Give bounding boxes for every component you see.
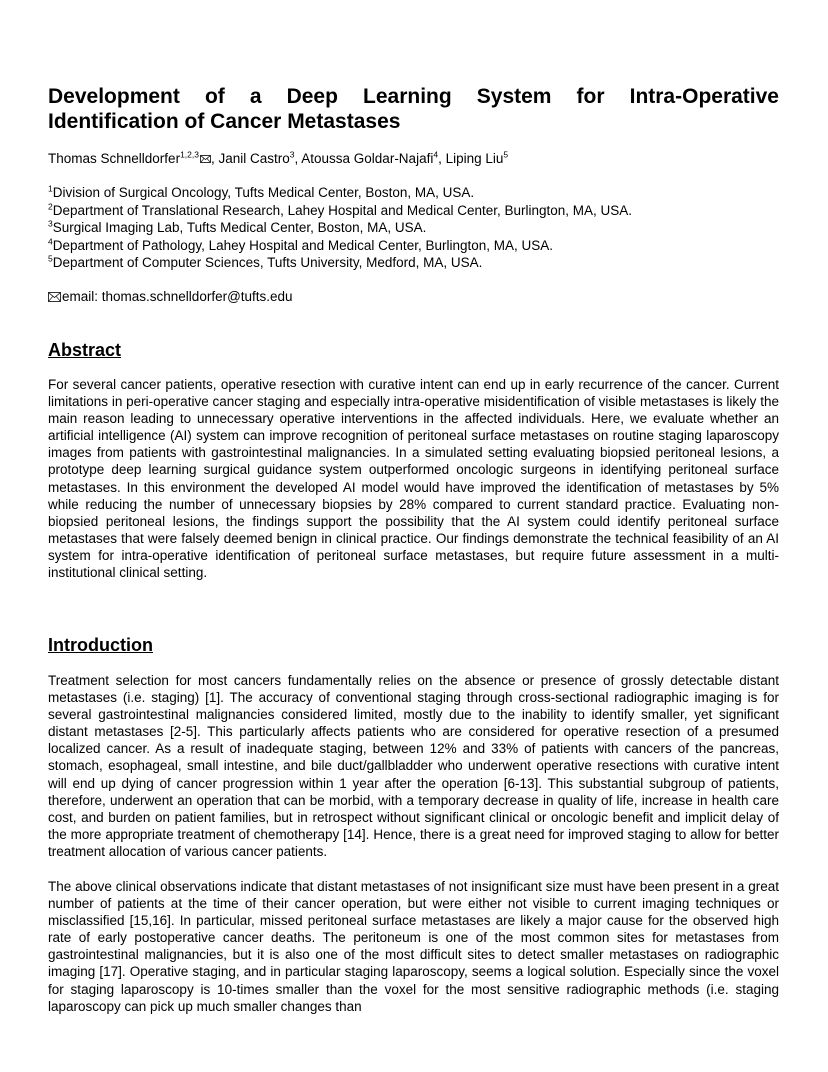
abstract-heading: Abstract — [48, 340, 122, 360]
affiliation-number: 4 — [48, 236, 53, 246]
paper-title: Development of a Deep Learning System for Intra-Operative Identification of Cancer Metastases — [48, 85, 779, 133]
envelope-icon — [200, 155, 211, 163]
author — [218, 151, 301, 166]
affiliation-number: 1 — [48, 183, 53, 194]
author — [446, 151, 509, 166]
affiliation-number: 2 — [48, 201, 53, 211]
affiliation — [48, 237, 779, 255]
introduction-heading: Introduction — [48, 635, 153, 655]
affiliation-text: Department of Computer Sciences, Tufts University, Medford, MA, USA. — [52, 255, 483, 270]
affiliation-text: Surgical Imaging Lab, Tufts Medical Center, Boston, MA, USA. — [52, 220, 427, 235]
affiliation-number: 3 — [48, 218, 53, 229]
author-affiliation-marker: 5 — [503, 149, 509, 160]
author — [301, 151, 445, 166]
affiliation — [48, 254, 779, 272]
envelope-icon — [48, 292, 61, 302]
affiliation-text: Department of Translational Research, Lahey Hospital and Medical Center, Burlington, MA, USA. — [52, 202, 633, 218]
author-affiliation-marker: 1,2,3 — [180, 149, 199, 160]
email-text[interactable]: email: thomas.schnelldorfer@tufts.edu — [62, 289, 293, 304]
affiliation — [48, 202, 779, 220]
affiliation — [48, 184, 779, 202]
author-name: Thomas Schnelldorfer — [48, 151, 181, 166]
author-affiliation-marker: 3 — [289, 149, 295, 160]
author-list — [48, 150, 779, 167]
author-separator: , — [438, 151, 446, 166]
author-name: Atoussa Goldar-Najafi — [301, 151, 434, 166]
introduction-paragraph: Treatment selection for most cancers fundamentally relies on the absence or presence of grossly detectable distant metastases (i.e. staging) [1]. The accuracy of conventional staging through cross-sectional radiographic imaging is for several gastrointestinal malignancies considered limited, mostly due to the inability to identify smaller, yet significant distant metastases [2-5]. This particularly affects patients who are considered for operative resection of a presumed localized cancer. As a result of inadequate staging, between 12% and 33% of patients with cancers of the pancreas, stomach, esophageal, small intestine, and bile duct/gallbladder who underwent operative resections with curative intent will end up dying of cancer progression within 1 year after the operation [6-13]. This substantial subgroup of patients, therefore, underwent an operation that can be morbid, with a temporary decrease in quality of life, increase in health care cost, and burden on patient families, but in retrospect without significant clinical or oncologic benefit and implicit delay of the more appropriate treatment of chemotherapy [14]. Hence, there is a great need for improved staging to allow for better treatment allocation of various cancer patients. — [48, 673, 779, 859]
author-separator: , — [294, 151, 302, 166]
affiliation-list — [48, 184, 779, 272]
affiliation — [48, 219, 779, 237]
affiliation-number: 5 — [48, 253, 53, 264]
affiliation-text: Department of Pathology, Lahey Hospital and Medical Center, Burlington, MA, USA. — [52, 237, 553, 253]
affiliation-text: Division of Surgical Oncology, Tufts Medical Center, Boston, MA, USA. — [52, 185, 475, 200]
introduction-paragraph: The above clinical observations indicate that distant metastases of not insignificant size must have been present in a great number of patients at the time of their cancer operation, but were either not visible to current imaging techniques or misclassified [15,16]. In particular, missed peritoneal surface metastases are likely a major cause for the observed high rate of early postoperative cancer deaths. The peritoneum is one of the most common sites for metastases from gastrointestinal malignancies, but it is also one of the most difficult sites to detect smaller metastases on radiographic imaging [17]. Operative staging, and in particular staging laparoscopy, seems a logical solution. Especially since the voxel for staging laparoscopy is 10-times smaller than the voxel for the most sensitive radiographic methods (i.e. staging laparoscopy can pick up much smaller changes than — [48, 879, 779, 1014]
corresponding-email — [48, 288, 779, 305]
author-name: Liping Liu — [445, 151, 504, 166]
author-affiliation-marker: 4 — [433, 149, 439, 160]
author-separator: , — [210, 151, 219, 166]
abstract-text: For several cancer patients, operative resection with curative intent can end up in early recurrence of the cancer. Current limitations in peri-operative cancer staging and especially intra-operative misidentification of visible metastases is likely the main reason leading to unnecessary operative interventions in the affected individuals. Here, we evaluate whether an artificial intelligence (AI) system can improve recognition of peritoneal surface metastases on routine staging laparoscopy images from patients with gastrointestinal malignancies. In a simulated setting evaluating biopsied peritoneal lesions, a prototype deep learning surgical guidance system outperformed oncologic surgeons in identifying peritoneal surface metastases. In this environment the developed AI model would have improved the identification of metastases by 5% while reducing the number of unnecessary biopsies by 28% compared to current standard practice. Evaluating non-biopsied peritoneal lesions, the findings support the possibility that the AI system could identify peritoneal surface metastases that were falsely deemed benign in clinical practice. Our findings demonstrate the technical feasibility of an AI system for intra-operative identification of peritoneal surface metastases, but require future assessment in a multi-institutional clinical setting. — [48, 377, 779, 581]
author-name: Janil Castro — [218, 151, 290, 166]
author — [48, 151, 218, 166]
